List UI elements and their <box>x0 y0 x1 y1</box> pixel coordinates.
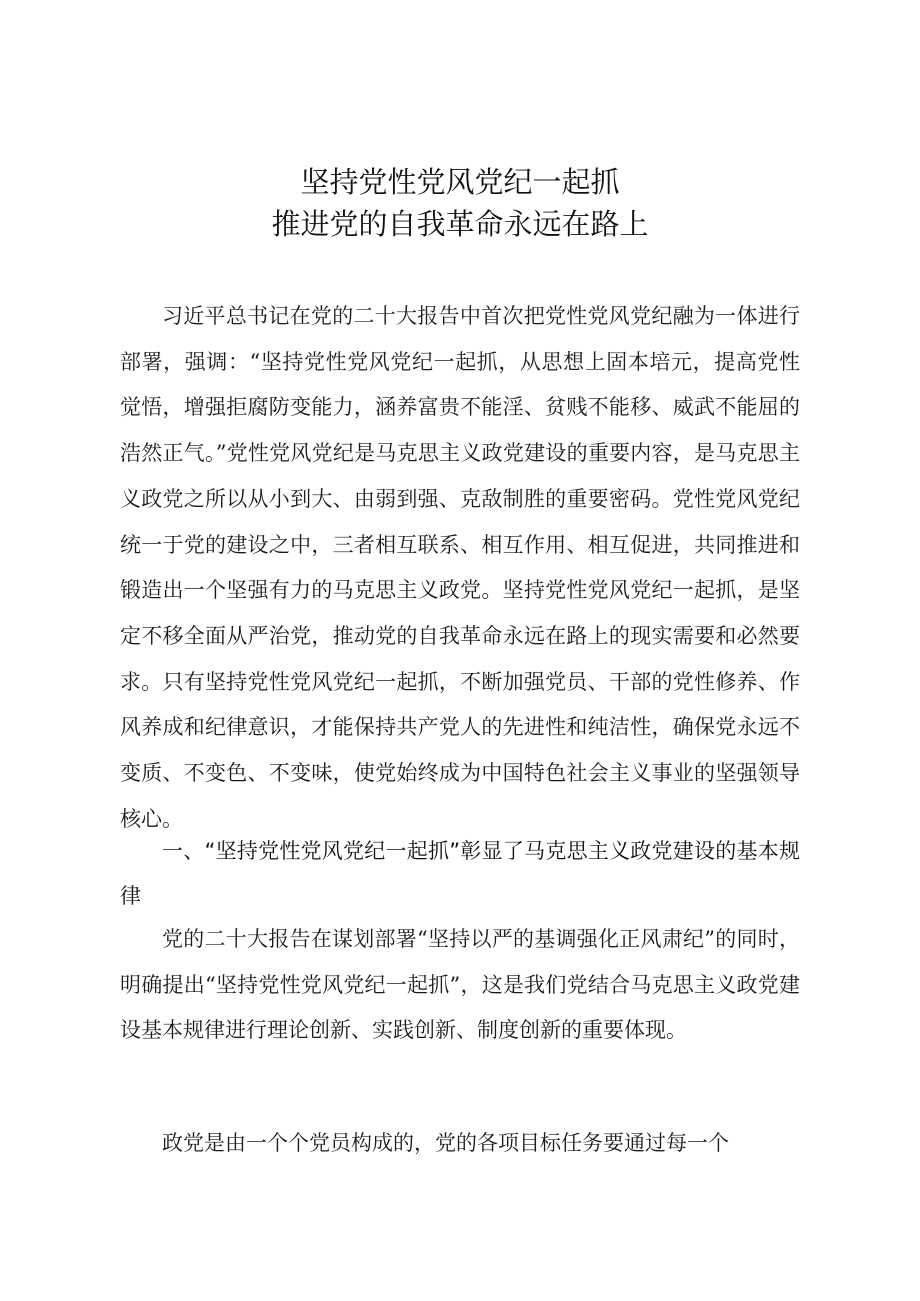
document-title-line-2: 推进党的自我革命永远在路上 <box>271 207 649 241</box>
body-paragraph-2: 党的二十大报告在谋划部署“坚持以严的基调强化正风肃纪”的同时，明确提出“坚持党性党风党纪一起抓”，这是我们党结合马克思主义政党建设基本规律进行理论创新、实践创新、制度创新的重要体现。 <box>120 927 800 1043</box>
body-paragraph-3: 政党是由一个个党员构成的，党的各项目标任务要通过每一个 <box>162 1131 729 1155</box>
document-title-line-1: 坚持党性党风党纪一起抓 <box>300 165 620 199</box>
section-heading-1: 一、“坚持党性党风党纪一起抓”彰显了马克思主义政党建设的基本规律 <box>120 839 800 908</box>
body-paragraph-1: 习近平总书记在党的二十大报告中首次把党性党风党纪融为一体进行部署，强调：“坚持党性党风党纪一起抓，从思想上固本培元，提高党性觉悟，增强拒腐防变能力，涵养富贵不能淫、贫贱不能移、威武不能屈的浩然正气。”党性党风党纪是马克思主义政党建设的重要内容，是马克思主义政党之所以从小到大、由弱到强、克敌制胜的重要密码。党性党风党纪统一于党的建设之中，三者相互联系、相互作用、相互促进，共同推进和锻造出一个坚强有力的马克思主义政党。坚持党性党风党纪一起抓，是坚定不移全面从严治党，推动党的自我革命永远在路上的现实需要和必然要求。只有坚持党性党风党纪一起抓，不断加强党员、干部的党性修养、作风养成和纪律意识，才能保持共产党人的先进性和纯洁性，确保党永远不变质、不变色、不变味，使党始终成为中国特色社会主义事业的坚强领导核心。 <box>120 304 800 831</box>
